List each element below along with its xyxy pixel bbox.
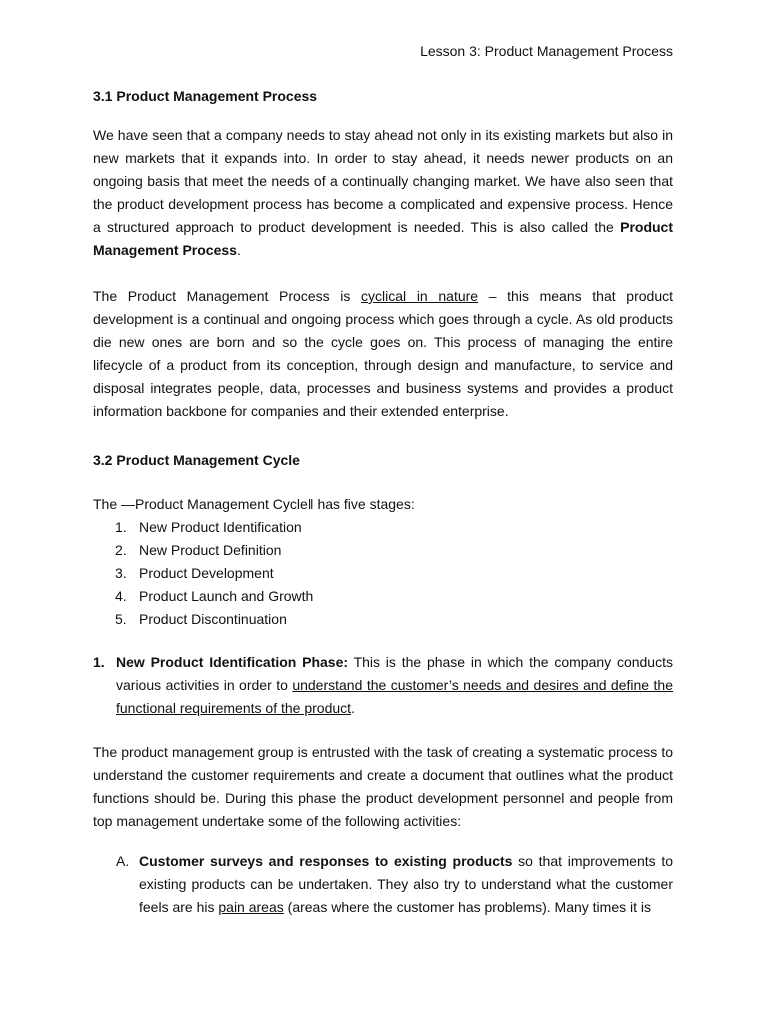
list-item-number: 4. — [115, 588, 127, 604]
stages-intro: The ―Product Management Cycle‖ has five stages: — [93, 496, 415, 512]
list-item-number: 2. — [115, 542, 127, 558]
product-management-process-term: Product Management Process — [93, 219, 673, 258]
paragraph-cyclical-start: The Product Management Process is — [93, 288, 362, 304]
activity-item-a-title: Customer surveys and responses to existing products — [139, 853, 513, 869]
list-item-number: 5. — [115, 611, 127, 627]
section-heading-3-2: 3.2 Product Management Cycle — [93, 452, 300, 468]
activity-item-a-marker: A. — [116, 853, 130, 869]
paragraph-intro-end: . — [236, 242, 241, 258]
paragraph-intro — [93, 124, 673, 262]
phase-1-end: . — [351, 700, 355, 716]
activity-item-a-body — [139, 850, 673, 919]
phase-1-text: This is the phase in which the company conducts various activities in order to — [116, 654, 673, 693]
list-item-label: Product Discontinuation — [139, 611, 287, 627]
phase-1-title: New Product Identification Phase: — [116, 654, 349, 670]
list-item-label: Product Launch and Growth — [139, 588, 314, 604]
section-heading-3-1: 3.1 Product Management Process — [93, 88, 318, 104]
list-item-label: Product Development — [139, 565, 274, 581]
list-item-label: New Product Identification — [139, 519, 302, 535]
paragraph-product-management-group: The product management group is entrusted with the task of creating a systematic process to understand the customer requirements and create a document that outlines what the product functions should be. During this phase the product development personnel and people from top management undertake some of the following activities: — [93, 744, 673, 829]
activity-item-a-text: so that improvements to existing products can be undertaken. They also try to understand what the customer feels are his — [139, 853, 674, 915]
paragraph-cyclical-rest: – this means that product development is a continual and ongoing process which goes through a cycle. As old products die new ones are born and so the cycle goes on. This process of managing the entire lifecycle of a product from its conception, through design and manufacture, to service and disposal integrates people, data, processes and business systems and provides a product information backbone for companies and their extended enterprise. — [93, 288, 673, 419]
pain-areas-term: pain areas — [218, 899, 284, 915]
running-header: Lesson 3: Product Management Process — [420, 43, 673, 59]
paragraph-cyclical — [93, 285, 673, 423]
paragraph-intro-text: We have seen that a company needs to stay ahead not only in its existing markets but also in new markets that it expands into. In order to stay ahead, it needs newer products on an ongoing basis that meet the needs of a continually changing market. We have also seen that the product development process has become a complicated and expensive process. Hence a structured approach to product development is needed. This is also called the — [93, 127, 673, 235]
activity-item-a-rest: (areas where the customer has problems). Many times it is — [283, 899, 652, 915]
phase-1-underlined-text: understand the customer’s needs and desires and define the functional requirements of the product — [116, 677, 673, 716]
list-item-number: 3. — [115, 565, 127, 581]
phase-1-number: 1. — [93, 654, 105, 670]
phase-1-body — [116, 651, 673, 720]
list-item-label: New Product Definition — [139, 542, 282, 558]
cyclical-in-nature-term: cyclical in nature — [361, 288, 479, 304]
list-item-number: 1. — [115, 519, 127, 535]
